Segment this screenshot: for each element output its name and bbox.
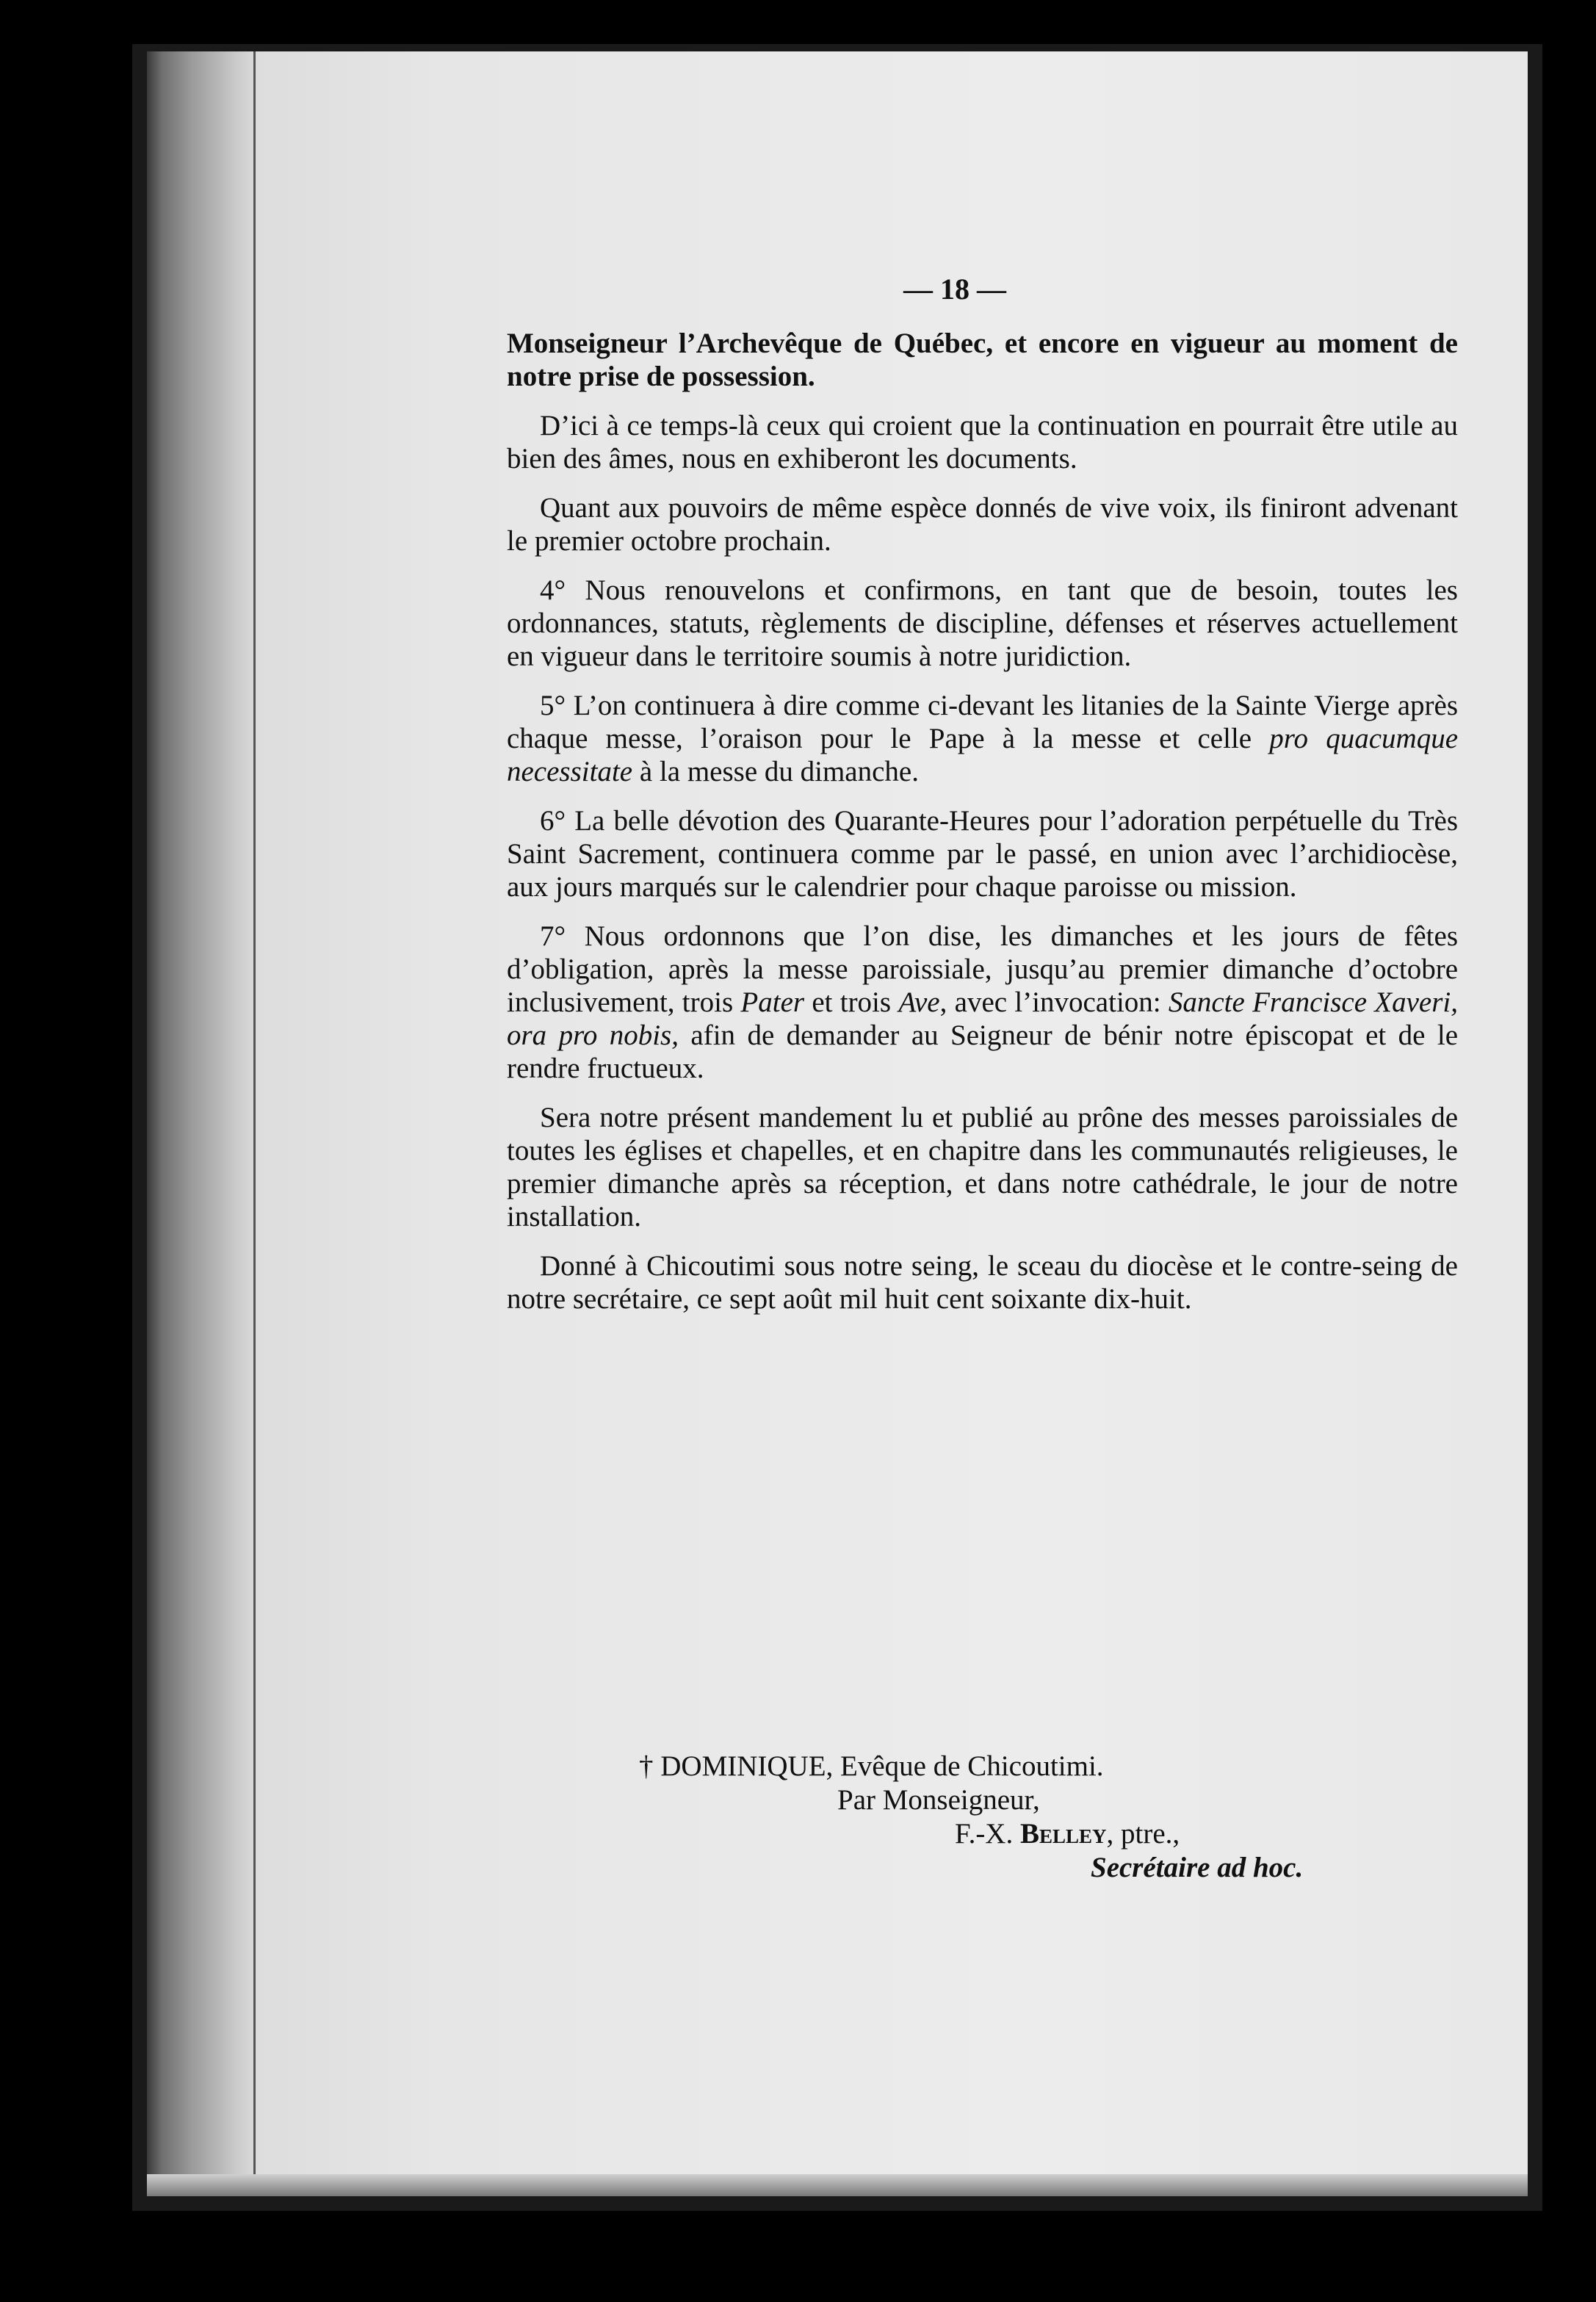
article-7-pater: Pater <box>740 986 805 1018</box>
article-7-middle-2: , avec l’invocation: <box>939 986 1169 1018</box>
secretary-surname: Belley <box>1019 1818 1107 1850</box>
signature-bishop: † DOMINIQUE, Evêque de Chicoutimi. <box>639 1750 1104 1782</box>
paragraph-donne: Donné à Chicoutimi sous notre seing, le sceau du diocèse et le contre-seing de notre secrétaire, ce sept août mil huit cent soixante dix-huit. <box>507 1250 1458 1315</box>
article-7-invocation: Sancte Francisce Xaveri, ora pro nobis, <box>507 986 1459 1051</box>
paragraph-article-6: 6° La belle dévotion des Quarante-Heures pour l’adoration perpétuelle du Très Saint Sacrement, continuera comme par le passé, en union avec l’archidiocèse, aux jours marqués sur le calendrier pour chaque paroisse ou mission. <box>507 805 1458 903</box>
article-7-text-start: 7° Nous ordonnons que l’on dise, les dimanches et les jours de fêtes d’obligation, après la messe paroissiale, jusqu’au premier dimanche d’octobre inclusivement, trois <box>507 920 1458 1018</box>
signature-secretary-name <box>955 1817 1180 1850</box>
paragraph-continuation: Monseigneur l’Archevêque de Québec, et encore en vigueur au moment de notre prise de possession. <box>507 328 1458 392</box>
paragraph-article-5 <box>507 689 1458 788</box>
page-number: — 18 — <box>903 273 1006 306</box>
page-bottom-edge <box>147 2174 1528 2196</box>
article-7-middle: et trois <box>804 986 899 1018</box>
article-5-latin: pro quacumque necessitate <box>507 723 1459 787</box>
article-5-text-start: 5° L’on continuera à dire comme ci-devant les litanies de la Sainte Vierge après chaque messe, l’oraison pour le Pape à la messe et celle <box>507 690 1458 754</box>
article-7-text-end: afin de demander au Seigneur de bénir notre épiscopat et de le rendre fructueux. <box>507 1020 1459 1084</box>
article-7-ave: Ave <box>898 986 940 1018</box>
paragraph-article-7 <box>507 920 1458 1085</box>
secretary-initials: F.-X. <box>955 1818 1020 1850</box>
page-gutter-line <box>253 51 256 2196</box>
paragraph-pouvoirs: Quant aux pouvoirs de même espèce donnés de vive voix, ils finiront advenant le premier octobre prochain. <box>507 492 1458 557</box>
article-5-text-end: à la messe du dimanche. <box>632 756 919 787</box>
body-text <box>507 327 1458 1332</box>
paragraph-documents: D’ici à ce temps-là ceux qui croient que la continuation en pourrait être utile au bien des âmes, nous en exhiberont les documents. <box>507 410 1458 475</box>
paragraph-article-4: 4° Nous renouvelons et confirmons, en tant que de besoin, toutes les ordonnances, statuts, règlements de discipline, défenses et réserves actuellement en vigueur dans le territoire soumis à notre juridiction. <box>507 574 1458 672</box>
signature-par-monseigneur: Par Monseigneur, <box>837 1784 1040 1816</box>
secretary-title: , ptre., <box>1106 1818 1180 1850</box>
signature-secretary-role: Secrétaire ad hoc. <box>1091 1852 1304 1883</box>
paragraph-publication: Sera notre présent mandement lu et publié au prône des messes paroissiales de toutes les églises et chapelles, et en chapitre dans les communautés religieuses, le premier dimanche après sa réception, et dans notre cathédrale, le jour de notre installation. <box>507 1102 1458 1233</box>
page-binding-shadow <box>147 51 257 2196</box>
